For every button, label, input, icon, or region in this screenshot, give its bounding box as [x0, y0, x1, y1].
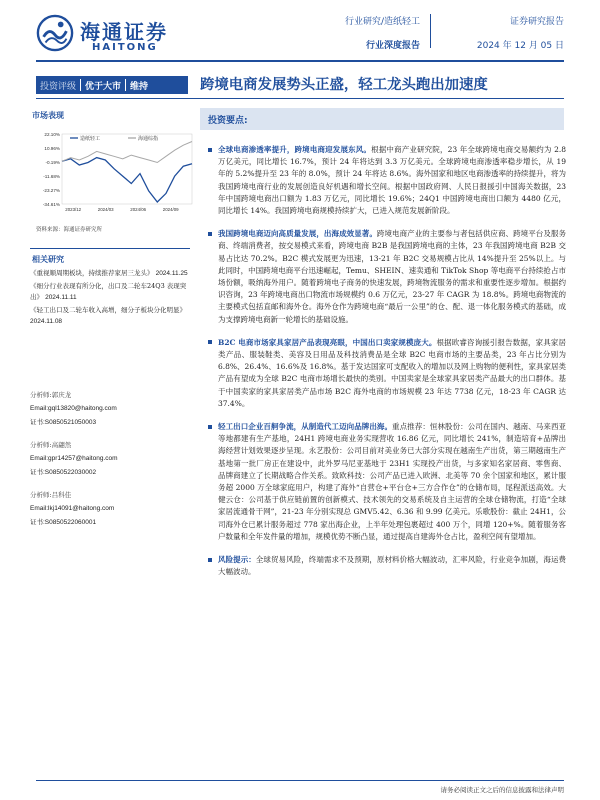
related-item[interactable] [30, 268, 194, 279]
analyst-email[interactable]: Email:gql13820@haitong.com [30, 405, 117, 412]
point-lead: B2C 电商市场家具家居产品表现亮眼，中国出口卖家规模庞大。 [218, 337, 437, 347]
related-item[interactable] [30, 305, 194, 327]
point-body: 重点推荐：恒林股份：公司在国内、越南、马来西亚等地都建有生产基地，24H1 跨境电商业务实现营收 16.86 亿元，同比增长 241%，制造培育+品牌出海经营计划效果逐步呈现。永艺股份：公司目前对美业务已大部分实现在越南生产出货，第三期越南生产基地第一批厂房正在建设中，此外罗马尼亚基地于 23H1 实现投产出货，与多家知名家居商、零售商、品牌商建立了长期战略合作关系。致欧科技：公司产品已进入欧洲、北美等 70 余个国家和地区，累计服务超 2000 万全球家庭用户，构建了海外“自营仓+平台仓+三方合作仓”的仓储布局，尾程派送高效。大健云仓：公司基于供应链前置的创新模式、技术领先的交易系统及自主运营的全球仓储物流，打造“全球家居流通骨干网”，21-23 年分别实现总 GMV5.42、6.36 和 9.99 亿美元。乐歌股份：截止 24H1，公司海外仓已累计服务超过 778 家出海企业，上半年处理包裹超过 400 万个，同增 120+%。随着服务客户数量和全年发件量的增加，规模优势不断凸显，通过提高自建海外仓占比，盈利空间有望增加。 [218, 422, 567, 541]
report-kind: 行业深度报告 [365, 41, 420, 51]
market-heading: 市场表现 [32, 111, 64, 120]
analyst-list [30, 388, 194, 530]
series-line [62, 142, 192, 163]
point-lead: 风险提示： [218, 555, 256, 565]
analyst-cert: 证书:S0850521050003 [30, 419, 97, 426]
series-line [62, 158, 192, 202]
rating-label: 投资评级 [40, 81, 77, 92]
footer-disclaimer: 请务必阅读正文之后的信息披露和法律声明 [440, 786, 564, 794]
report-date: 2024 年 12 月 05 日 [476, 41, 564, 51]
header-rule [36, 60, 564, 62]
legend-label: 海通综指 [138, 135, 159, 142]
chart-source: 资料来源：海通证券研究所 [36, 227, 103, 233]
plot-frame [62, 134, 192, 204]
point-lead: 轻工出口企业百舸争流，从制造代工迈向品牌出海。 [218, 422, 393, 432]
x-tick-label: 2024/06 [130, 207, 147, 212]
haitong-logo-icon [36, 14, 74, 52]
rating-value: 优于大市 [85, 81, 122, 92]
y-tick-label: -23.27% [42, 187, 60, 193]
investment-point [206, 144, 566, 217]
investment-point [206, 554, 566, 578]
analyst-name: 分析师:吕科佳 [30, 491, 72, 499]
related-item-title: 《细分行业表现有所分化，出口及二轮车24Q3 表现突出》 [30, 282, 187, 301]
y-tick-label: 10.96% [44, 145, 60, 151]
analyst-name: 分析师:郭庆龙 [30, 391, 72, 399]
related-item-date: 2024.11.25 [155, 270, 188, 277]
legend-label: 造纸轻工 [80, 135, 101, 142]
investment-points [206, 144, 566, 590]
haitong-logo [36, 14, 196, 60]
related-list [30, 268, 194, 329]
title-rule [36, 98, 564, 99]
investment-points-heading: 投资要点: [200, 108, 564, 130]
analyst-cert: 证书:S0850522060001 [30, 519, 97, 526]
logo-english-name: HAITONG [92, 42, 158, 53]
related-item[interactable] [30, 281, 194, 303]
investment-point [206, 421, 566, 543]
y-tick-label: -11.68% [43, 173, 60, 179]
rating-status: 维持 [130, 81, 149, 92]
footer-rule [36, 780, 564, 781]
x-tick-label: 2023/12 [65, 207, 82, 212]
point-body: 全球贸易风险，终端需求不及预期，原材料价格大幅波动，汇率风险，行业竞争加剧，海运费大幅波动。 [218, 555, 567, 577]
point-body: 跨境电商产业的主要参与者包括供应商、跨境平台及服务商、终端消费者，按交易模式来看，跨境电商 B2B 是我国跨境电商的主体，23 年我国跨境电商 B2B 交易占比达 70.2%。B2C 模式发展更为迅速，13-21 年 B2C 交易规模占比从 14%提升至 25%以上。与此同时，中国跨境电商平台迅速崛起，Temu、SHEIN、速卖通和 TikTok Shop 等电商平台持续抢占市场份额，吸纳海外用户。随着跨境电子商务的快速发展，跨境物流服务的需求和重要性逐步增加。根据约识咨询，23 年跨境电商出口物流市场规模约 0.6 万亿元，23-27 年 CAGR 为 18.8%。跨境电商物流的主要模式包括直邮和海外仓。海外仓作为跨境电商“最后一公里”的仓、配、退一体化服务模式的基础，成为支撑跨境电商新一轮增长的基础设施。 [218, 229, 567, 324]
point-lead: 全球电商渗透率提升，跨境电商迎发展东风。 [218, 145, 372, 154]
x-tick-label: 2024/03 [97, 207, 114, 212]
analyst-email[interactable]: Email:lkj14091@haitong.com [30, 505, 115, 512]
investment-point [206, 337, 566, 410]
related-item-title: 《轻工出口及二轮车收入高增，细分子板块分化明显》 [30, 306, 186, 314]
y-tick-label: 22.10% [44, 131, 60, 137]
x-tick-label: 2024/09 [162, 207, 179, 212]
report-type: 证券研究报告 [509, 17, 564, 27]
analyst-name: 分析师:高翩然 [30, 441, 72, 449]
point-lead: 我国跨境电商迈向高质量发展，出海成效显著。 [218, 229, 377, 239]
y-tick-label: -0.19% [45, 159, 60, 165]
logo-chinese-name: 海通证券 [80, 20, 168, 44]
related-item-date: 2024.11.08 [30, 318, 63, 325]
report-title: 跨境电商发展势头正盛，轻工龙头跑出加速度 [200, 76, 488, 93]
related-item-title: 《重视顺周期板块，持续推荐家居三龙头》 [30, 269, 154, 277]
analyst-email[interactable]: Email:gpr14257@haitong.com [30, 455, 118, 462]
related-item-date: 2024.11.11 [45, 294, 77, 301]
market-chart-svg [30, 126, 196, 216]
point-body: 根据中商产业研究院，23 年全球跨境电商交易额约为 2.8 万亿美元，同比增长 16.7%，预计 24 年将达到 3.3 万亿美元。全球跨境电商渗透率稳步增长，从 19 年的 5.2%提升至 23 年的 8.0%，预计 24 年将达 8.6%。海外国家和地区电商渗透率的持续提升，将为我国跨境电商行业的发展创造良好机遇和增长空间。根据中国政府网、人民日报援引中国海关数据，23 年中国跨境电商出口额为 1.83 万亿元，同比增长 19.6%；24Q1 中国跨境电商出口额为 4480 亿元，同比增长 14%。我国跨境电商规模持续扩大，已进入规范发展新阶段。 [218, 145, 566, 216]
header-divider [430, 14, 431, 48]
market-chart [30, 126, 196, 216]
analyst-cert: 证书:S0850522030002 [30, 469, 97, 476]
section-rule [30, 248, 190, 249]
investment-point [206, 228, 566, 326]
point-body: 根据欧睿咨询援引报告数据，家具家居类产品、服装鞋类、美容及日用品及科技消费品是全球 B2C 电商市场的主要品类，23 年占比分别为 6.8%、26.4%、16.6%及 16.8%。基于发达国家可支配收入的增加以及网上购物的便利性，家具家居类产品有望成为全球 B2C 电商市场增长最快的类别。中国卖家是全球家具家居类产品最大的出口群体。基于中国卖家的家具家居类产品市场 B2C 海外电商的市场规模 23 年达 7738 亿元，18-23 年 CAGR 达 37.4%。 [218, 337, 567, 408]
industry-path: 行业研究/造纸轻工 [344, 17, 420, 27]
related-heading: 相关研究 [32, 255, 64, 264]
y-tick-label: -34.61% [42, 201, 60, 207]
rating-bar [36, 76, 188, 94]
